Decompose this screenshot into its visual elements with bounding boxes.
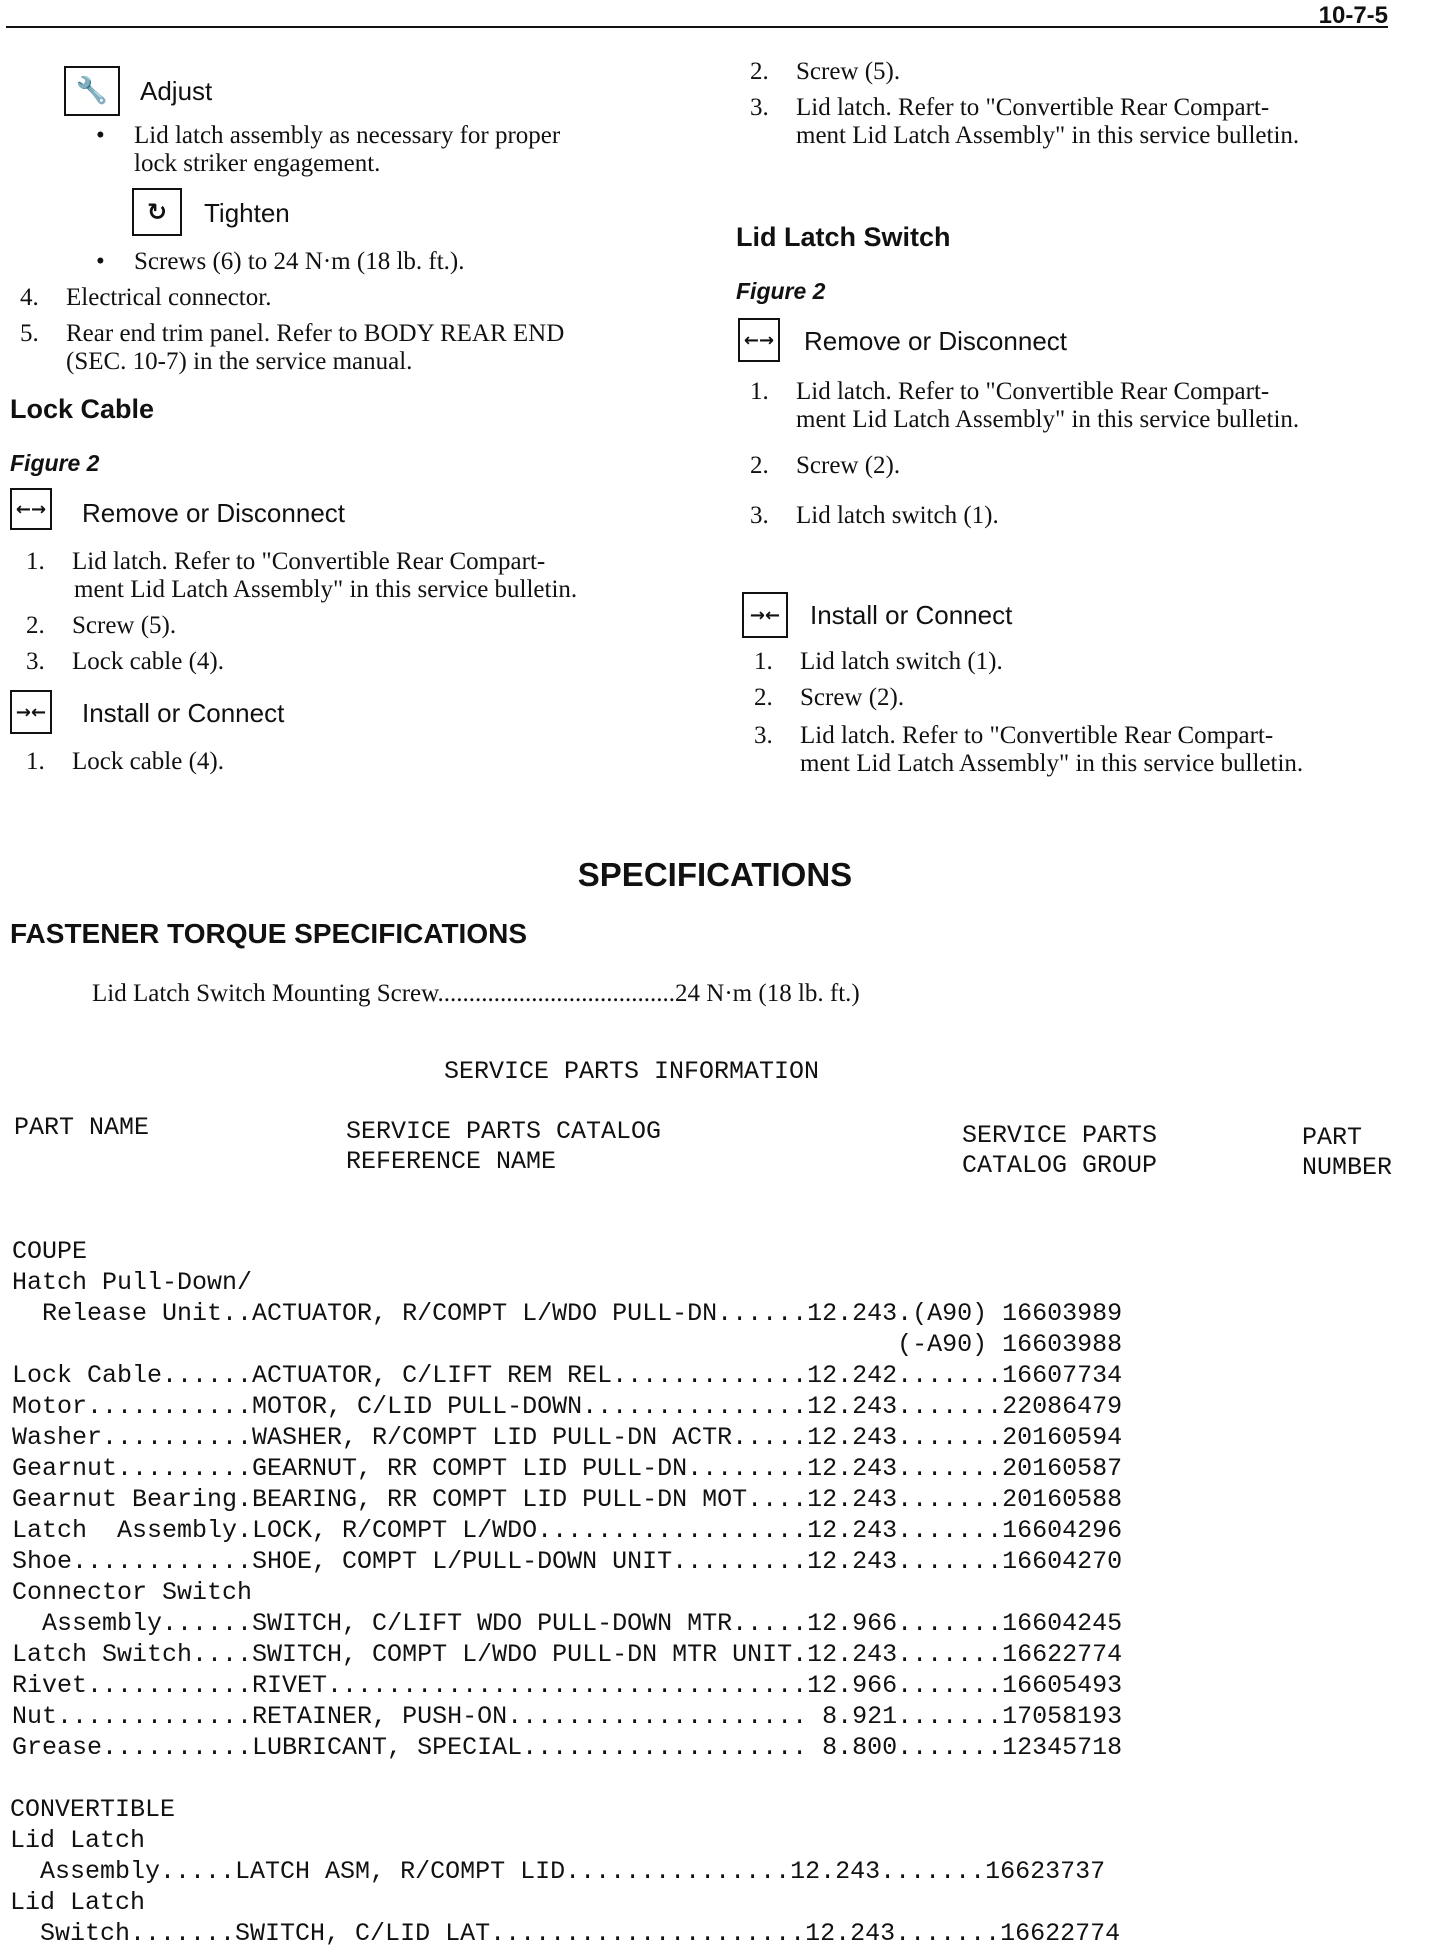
- install-icon: →←: [10, 690, 52, 734]
- bullet-dot: •: [96, 122, 105, 149]
- list-item: Gearnut Bearing.BEARING, RR COMPT LID PULL-DN MOT....12.243.......20160588: [12, 1485, 1123, 1514]
- wrench-icon: 🔧: [64, 66, 120, 116]
- install-step-3: 3. Lid latch. Refer to "Convertible Rear Compart-: [754, 722, 1274, 749]
- list-item: Washer..........WASHER, R/COMPT LID PULL-DN ACTR.....12.243.......20160594: [12, 1423, 1123, 1452]
- remove-step-2: 2. Screw (5).: [26, 612, 177, 639]
- install-step-1: 1. Lock cable (4).: [26, 748, 225, 775]
- torque-icon: ↻: [132, 188, 182, 236]
- list-item: Latch Assembly.LOCK, R/COMPT L/WDO..................12.243.......16604296: [12, 1516, 1123, 1545]
- specifications-title: SPECIFICATIONS: [577, 856, 853, 893]
- install-heading: Install or Connect: [810, 600, 1013, 630]
- remove-step-2: 2. Screw (2).: [750, 452, 901, 479]
- adjust-heading: Adjust: [140, 76, 213, 106]
- adjust-text-2: lock striker engagement.: [134, 150, 381, 177]
- list-item: Shoe............SHOE, COMPT L/PULL-DOWN UNIT.........12.243.......16604270: [12, 1547, 1123, 1576]
- list-item-5: 5. Rear end trim panel. Refer to BODY REAR END: [20, 320, 565, 347]
- list-item: Nut.............RETAINER, PUSH-ON.................... 8.921.......17058193: [12, 1702, 1123, 1731]
- install-step-1: 1. Lid latch switch (1).: [754, 648, 1003, 675]
- remove-icon: ←→: [738, 318, 780, 362]
- header-rule: [6, 26, 1388, 28]
- service-parts-title: SERVICE PARTS INFORMATION: [444, 1057, 820, 1086]
- header-number-1: PART: [1302, 1123, 1363, 1152]
- remove-step-1-cont: ment Lid Latch Assembly" in this service bulletin.: [796, 406, 1300, 433]
- remove-step-3: 3. Lock cable (4).: [26, 648, 225, 675]
- header-catalog-2: REFERENCE NAME: [346, 1147, 557, 1176]
- list-item-4: 4. Electrical connector.: [20, 284, 272, 311]
- list-item-5-cont: (SEC. 10-7) in the service manual.: [66, 348, 413, 375]
- right-step-2: 2. Screw (5).: [750, 58, 901, 85]
- remove-heading: Remove or Disconnect: [82, 498, 345, 528]
- lid-latch-switch-heading: Lid Latch Switch: [736, 222, 951, 252]
- adjust-text-1: Lid latch assembly as necessary for proper: [134, 122, 561, 149]
- header-number-2: NUMBER: [1302, 1153, 1393, 1182]
- header-group-2: CATALOG GROUP: [962, 1151, 1158, 1180]
- list-item: (-A90) 16603988: [12, 1330, 1123, 1359]
- list-item: Assembly.....LATCH ASM, R/COMPT LID...............12.243.......16623737: [10, 1857, 1106, 1886]
- torque-spec-line: Lid Latch Switch Mounting Screw......................................24 N·m (18 lb. ft.): [92, 980, 860, 1007]
- list-item: Assembly......SWITCH, C/LIFT WDO PULL-DOWN MTR.....12.966.......16604245: [12, 1609, 1123, 1638]
- tighten-heading: Tighten: [204, 198, 290, 228]
- figure-ref: Figure 2: [736, 278, 826, 304]
- list-item: COUPE: [12, 1237, 88, 1266]
- right-step-3: 3. Lid latch. Refer to "Convertible Rear Compart-: [750, 94, 1270, 121]
- remove-icon: ←→: [10, 488, 52, 530]
- figure-ref: Figure 2: [10, 450, 100, 476]
- install-step-3-cont: ment Lid Latch Assembly" in this service bulletin.: [800, 750, 1304, 777]
- convertible-parts-list: [10, 1794, 1120, 1949]
- list-item: Gearnut.........GEARNUT, RR COMPT LID PULL-DN........12.243.......20160587: [12, 1454, 1123, 1483]
- coupe-parts-list: [12, 1236, 1122, 1763]
- install-heading: Install or Connect: [82, 698, 285, 728]
- header-part-name: PART NAME: [14, 1113, 150, 1142]
- list-item: Release Unit..ACTUATOR, R/COMPT L/WDO PULL-DN......12.243.(A90) 16603989: [12, 1299, 1123, 1328]
- remove-step-1: 1. Lid latch. Refer to "Convertible Rear Compart-: [750, 378, 1270, 405]
- list-item: CONVERTIBLE: [10, 1795, 176, 1824]
- fastener-torque-heading: FASTENER TORQUE SPECIFICATIONS: [10, 918, 528, 949]
- right-step-3-cont: ment Lid Latch Assembly" in this service bulletin.: [796, 122, 1300, 149]
- lock-cable-heading: Lock Cable: [10, 394, 155, 424]
- remove-step-1: 1. Lid latch. Refer to "Convertible Rear Compart-: [26, 548, 546, 575]
- remove-step-3: 3. Lid latch switch (1).: [750, 502, 999, 529]
- header-catalog-1: SERVICE PARTS CATALOG: [346, 1117, 662, 1146]
- remove-heading: Remove or Disconnect: [804, 326, 1067, 356]
- tighten-text: Screws (6) to 24 N·m (18 lb. ft.).: [134, 248, 465, 275]
- bullet-dot: •: [96, 248, 105, 275]
- install-icon: →←: [742, 592, 788, 638]
- list-item: Latch Switch....SWITCH, COMPT L/WDO PULL-DN MTR UNIT.12.243.......16622774: [12, 1640, 1123, 1669]
- list-item: Lock Cable......ACTUATOR, C/LIFT REM REL.............12.242.......16607734: [12, 1361, 1123, 1390]
- list-item: Lid Latch: [10, 1888, 146, 1917]
- list-item: Motor...........MOTOR, C/LID PULL-DOWN...............12.243.......22086479: [12, 1392, 1123, 1421]
- install-step-2: 2. Screw (2).: [754, 684, 905, 711]
- list-item: Rivet...........RIVET................................12.966.......16605493: [12, 1671, 1123, 1700]
- list-item: Hatch Pull-Down/: [12, 1268, 253, 1297]
- list-item: Connector Switch: [12, 1578, 253, 1607]
- remove-step-1-cont: ment Lid Latch Assembly" in this service bulletin.: [74, 576, 578, 603]
- list-item: Grease..........LUBRICANT, SPECIAL................... 8.800.......12345718: [12, 1733, 1123, 1762]
- page-number: 10-7-5: [1318, 2, 1388, 29]
- list-item: Switch.......SWITCH, C/LID LAT.....................12.243.......16622774: [10, 1919, 1121, 1948]
- list-item: Lid Latch: [10, 1826, 146, 1855]
- header-group-1: SERVICE PARTS: [962, 1121, 1158, 1150]
